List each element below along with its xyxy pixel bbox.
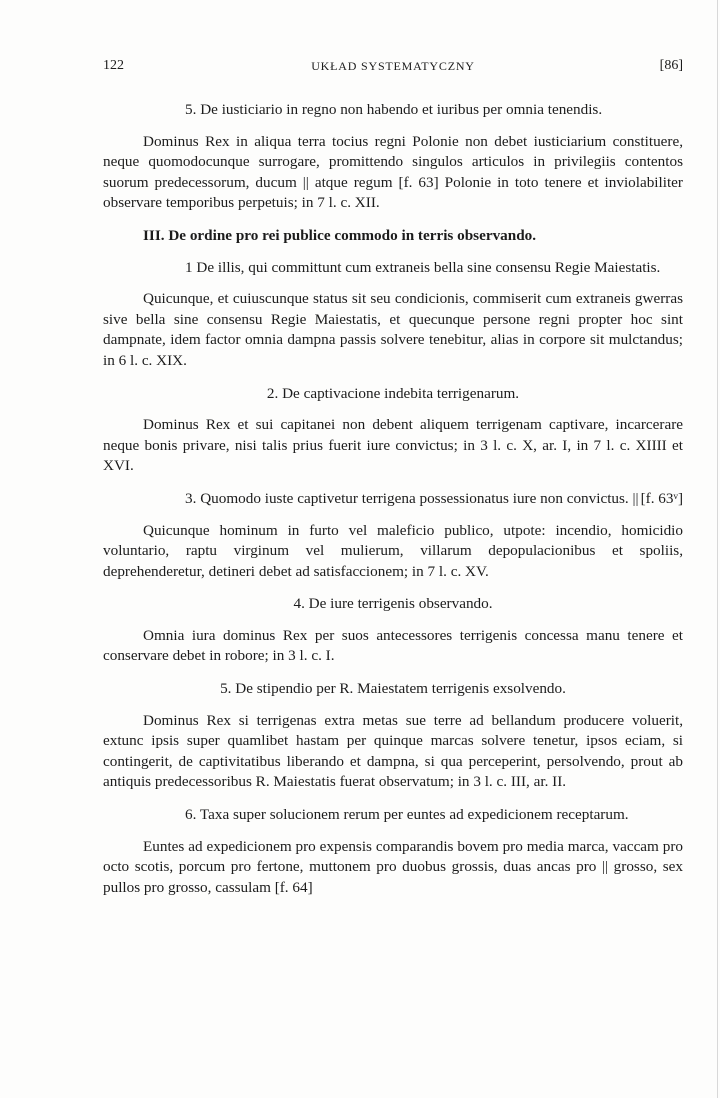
heading-3-text: 3. Quomodo iuste captivetur terrigena possessionatus iure non convictus. || <box>185 489 639 507</box>
section-heading-3-captivetur <box>103 489 683 510</box>
paragraph-bella: Quicunque, et cuiuscunque status sit seu condicionis, commiserit cum extraneis gwerras sive bella sine consensu Regie Maiestatis, et quecunque persone regni propter hoc sint dampnate, idem factor omnia dampna passis solvere tenebitur, alias in corpore sit mulctandus; in 6 l. c. XIX. <box>103 290 683 369</box>
page-edge <box>717 0 718 1098</box>
section-heading-1-bella: 1 De illis, qui committunt cum extraneis bella sine consensu Regie Maiestatis. <box>185 258 661 276</box>
paragraph-stipendio: Dominus Rex si terrigenas extra metas sue terre ad bellandum producere voluerit, extunc ipsis super quamlibet hastam per quinque marcas solvere tenetur, ipsos eciam, si contingerit, de captivitatibus liberando et dampna, si qua perceperint, persolvendo, prout ab antiquis predecessoribus R. Maiestatis fuerat observatum; in 3 l. c. III, ar. II. <box>103 711 683 791</box>
document-body <box>103 100 683 910</box>
chapter-heading-III: III. De ordine pro rei publice commodo in terris observando. <box>143 226 537 244</box>
paragraph-iura: Omnia iura dominus Rex per suos antecessores terrigenis concessa manu tenere et conservare debet in robore; in 3 l. c. I. <box>103 626 683 665</box>
section-heading-5-iusticiario: 5. De iusticiario in regno non habendo et iuribus per omnia tenendis. <box>185 101 603 118</box>
running-header <box>103 58 683 80</box>
section-heading-6-taxa: 6. Taxa super solucionem rerum per euntes ad expedicionem receptarum. <box>185 806 629 824</box>
paragraph-iusticiario: Dominus Rex in aliqua terra tocius regni Polonie non debet iusticiarium constituere, neque quomodocunque surrogare, promittendo singulos articulos in privilegiis contentos suorum predecessorum, ducum || atque regum [f. 63] Polonie in toto tenere et inviolabiliter observare temporibus perpetuis; in 7 l. c. XII. <box>103 132 683 212</box>
paragraph-captivacione: Dominus Rex et sui capitanei non debent aliquem terrigenam captivare, incarcerare neque bonis privare, nisi talis prius fuerit iure convictus; in 3 l. c. X, ar. I, in 7 l. c. XIIII et XVI. <box>103 416 683 475</box>
section-heading-5-stipendio: 5. De stipendio per R. Maiestatem terrigenis exsolvendo. <box>220 680 566 698</box>
section-reference: [86] <box>659 58 683 73</box>
paragraph-taxa: Euntes ad expedicionem pro expensis comparandis bovem pro media marca, vaccam pro octo scotis, porcum pro fertone, muttonem pro duobus grossis, duas ancas pro || grosso, sex pullos pro grosso, cassulam [f. 64] <box>103 837 683 896</box>
section-heading-4-iure: 4. De iure terrigenis observando. <box>293 595 493 613</box>
section-heading-2-captivacione: 2. De captivacione indebita terrigenarum. <box>266 384 520 402</box>
page-number: 122 <box>103 58 124 73</box>
running-title: UKŁAD SYSTEMATYCZNY <box>311 59 475 73</box>
paragraph-furto: Quicunque hominum in furto vel maleficio publico, utpote: incendio, homicidio voluntario, raptu virginum vel mulierum, villarum depopulacionibus et spoliis, deprehenderetur, detineri debet ad satisfaccionem; in 7 l. c. XV. <box>103 521 683 580</box>
folio-marker: [f. 63ᵛ] <box>640 489 683 507</box>
